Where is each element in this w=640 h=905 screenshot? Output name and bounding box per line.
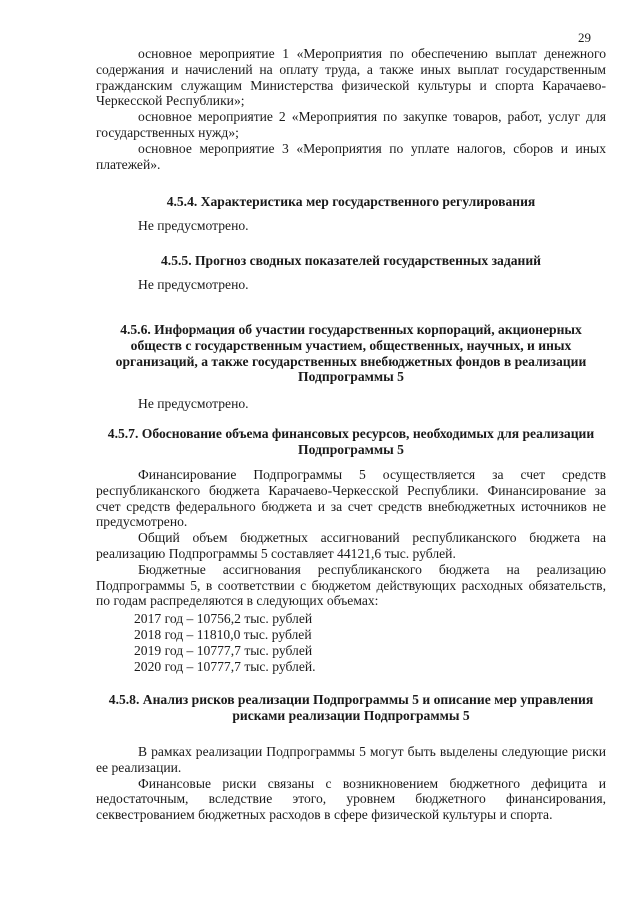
- s457-paragraph: Бюджетные ассигнования республиканского бюджета на реализацию Подпрограммы 5, в соответствии с бюджетом действующих расходных обязательств, по годам распределяются в следующих объемах:: [96, 561, 606, 609]
- page-number: 29: [578, 30, 591, 45]
- s458-body: [96, 744, 606, 823]
- activities-list: [96, 46, 606, 172]
- year-row: 2018 год – 11810,0 тыс. рублей: [134, 627, 312, 642]
- heading-4-5-7: 4.5.7. Обоснование объема финансовых ресурсов, необходимых для реализации Подпрограммы 5: [107, 426, 595, 457]
- heading-4-5-6: 4.5.6. Информация об участии государственных корпораций, акционерных обществ с государственным участием, общественных, научных, и иных организаций, а также государственных внебюджетных фондов в реализации Подпрограммы 5: [115, 322, 587, 385]
- s456-text: Не предусмотрено.: [138, 396, 249, 411]
- s455-text: Не предусмотрено.: [138, 277, 249, 292]
- s457-paragraph: Финансирование Подпрограммы 5 осуществляется за счет средств республиканского бюджета Карачаево-Черкесской Республики. Финансирование за счет средств федерального бюджета и за счет средств внебюджетных источников не предусмотрено.: [96, 467, 606, 530]
- year-row: 2020 год – 10777,7 тыс. рублей.: [134, 659, 316, 674]
- activity-3: основное мероприятие 3 «Мероприятия по уплате налогов, сборов и иных платежей».: [96, 140, 606, 172]
- s454-text: Не предусмотрено.: [138, 218, 249, 233]
- year-row: 2017 год – 10756,2 тыс. рублей: [134, 611, 313, 626]
- s457-paragraph: Общий объем бюджетных ассигнований республиканского бюджета на реализацию Подпрограммы 5 составляет 44121,6 тыс. рублей.: [96, 530, 606, 561]
- s458-paragraph: Финансовые риски связаны с возникновением бюджетного дефицита и недостаточным, вследствие этого, уровнем бюджетного финансирования, секвестрованием бюджетных расходов в сфере физической культуры и спорта.: [96, 775, 606, 823]
- heading-4-5-8: 4.5.8. Анализ рисков реализации Подпрограммы 5 и описание мер управления рисками реализации Подпрограммы 5: [108, 692, 594, 723]
- activity-1: основное мероприятие 1 «Мероприятия по обеспечению выплат денежного содержания и начислений на оплату труда, а также иных выплат государственным гражданским служащим Министерства физической культуры и спорта Карачаево-Черкесской Республики»;: [96, 46, 606, 109]
- year-row: 2019 год – 10777,7 тыс. рублей: [134, 643, 313, 658]
- activity-2: основное мероприятие 2 «Мероприятия по закупке товаров, работ, услуг для государственных нужд»;: [96, 109, 606, 140]
- heading-4-5-4: 4.5.4. Характеристика мер государственного регулирования: [166, 194, 536, 209]
- heading-4-5-5: 4.5.5. Прогноз сводных показателей государственных заданий: [161, 253, 541, 268]
- s458-paragraph: В рамках реализации Подпрограммы 5 могут быть выделены следующие риски ее реализации.: [96, 744, 606, 775]
- s457-body: [96, 467, 606, 609]
- year-allocations: [134, 611, 316, 675]
